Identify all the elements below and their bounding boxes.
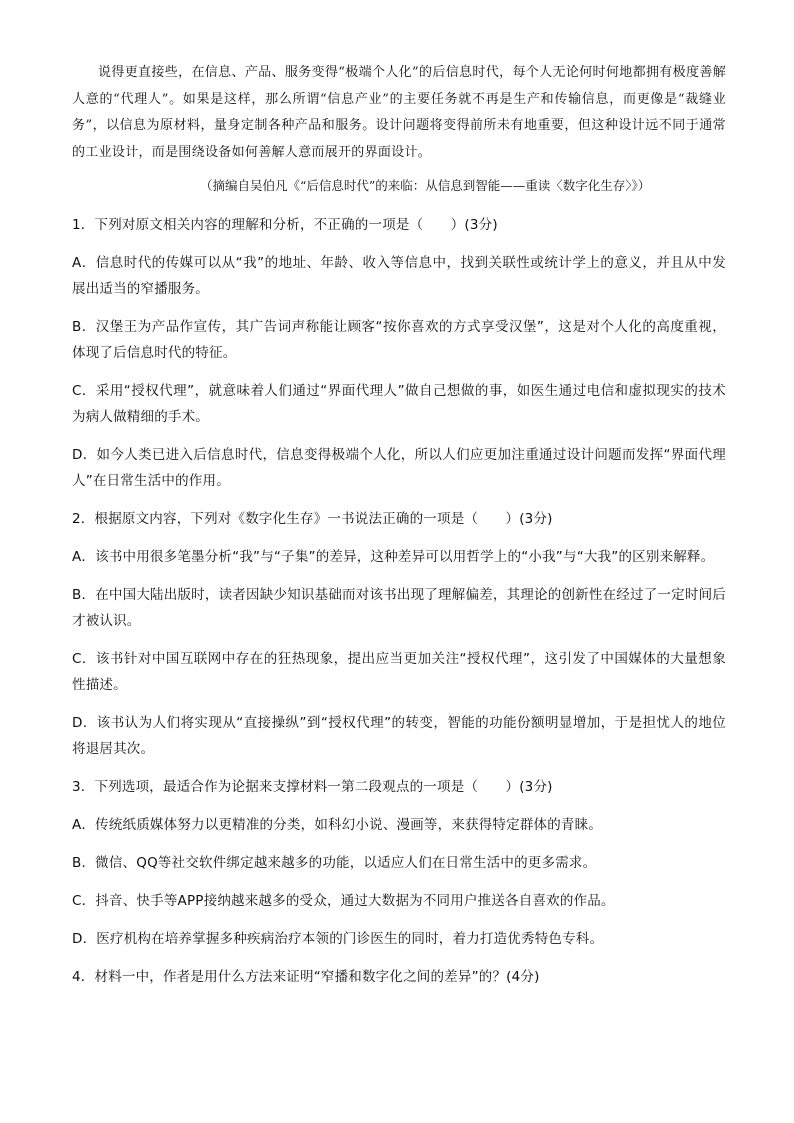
question-3-option-c: C．抖音、快手等APP接纳越来越多的受众，通过大数据为不同用户推送各自喜欢的作品。 [72, 893, 615, 909]
question-3-option-a: A．传统纸质媒体努力以更精准的分类，如科幻小说、漫画等，来获得特定群体的青睐。 [72, 817, 603, 833]
question-3-option-b: B．微信、QQ等社交软件绑定越来越多的功能，以适应人们在日常生活中的更多需求。 [72, 855, 597, 871]
question-3-option-d: D．医疗机构在培养掌握多种疾病治疗本领的门诊医生的同时，着力打造优秀特色专科。 [72, 931, 604, 947]
question-4-stem: 4．材料一中，作者是用什么方法来证明“窄播和数字化之间的差异”的？(4分) [72, 969, 540, 985]
question-1-stem: 1．下列对原文相关内容的理解和分析，不正确的一项是（ ）(3分) [72, 217, 498, 233]
question-3-stem: 3．下列选项，最适合作为论据来支撑材料一第二段观点的一项是（ ）(3分) [72, 779, 553, 795]
question-2-option-c: C．该书针对中国互联网中存在的狂热现象，提出应当更加关注“授权代理”，这引发了中国媒体的大量想象性描述。 [72, 651, 726, 693]
question-list [72, 212, 726, 1002]
question-2-option-d: D．该书认为人们将实现从“直接操纵”到“授权代理”的转变，智能的功能份额明显增加，于是担忧人的地位将退居其次。 [72, 715, 726, 757]
question-1-option-a: A．信息时代的传媒可以从“我”的地址、年龄、收入等信息中，找到关联性或统计学上的意义，并且从中发展出适当的窄播服务。 [72, 255, 726, 297]
question-2-option-b: B．在中国大陆出版时，读者因缺少知识基础而对该书出现了理解偏差，其理论的创新性在经过了一定时间后才被认识。 [72, 587, 726, 629]
question-2-option-a: A．该书中用很多笔墨分析“我”与“子集”的差异，这种差异可以用哲学上的“小我”与“大我”的区别来解释。 [72, 549, 715, 565]
question-1-option-b: B．汉堡王为产品作宣传，其广告词声称能让顾客“按你喜欢的方式享受汉堡”，这是对个人化的高度重视，体现了后信息时代的特征。 [72, 319, 726, 361]
excerpt-paragraph: 说得更直接些，在信息、产品、服务变得“极端个人化”的后信息时代，每个人无论何时何地都拥有极度善解人意的“代理人”。如果是这样，那么所谓“信息产业”的主要任务就不再是生产和传输信息，而更像是“裁缝业务”，以信息为原材料，量身定制各种产品和服务。设计问题将变得前所未有地重要，但这种设计远不同于通常的工业设计，而是围绕设备如何善解人意而展开的界面设计。 [72, 65, 726, 160]
excerpt-source: （摘编自吴伯凡《“后信息时代”的来临：从信息到智能——重读〈数字化生存〉》） [200, 178, 651, 193]
question-1-option-d: D．如今人类已进入后信息时代，信息变得极端个人化，所以人们应更加注重通过设计问题而发挥“界面代理人”在日常生活中的作用。 [72, 447, 726, 489]
question-1-option-c: C．采用“授权代理”，就意味着人们通过“界面代理人”做自己想做的事，如医生通过电信和虚拟现实的技术为病人做精细的手术。 [72, 383, 726, 425]
question-2-stem: 2．根据原文内容，下列对《数字化生存》一书说法正确的一项是（ ）(3分) [72, 511, 553, 527]
